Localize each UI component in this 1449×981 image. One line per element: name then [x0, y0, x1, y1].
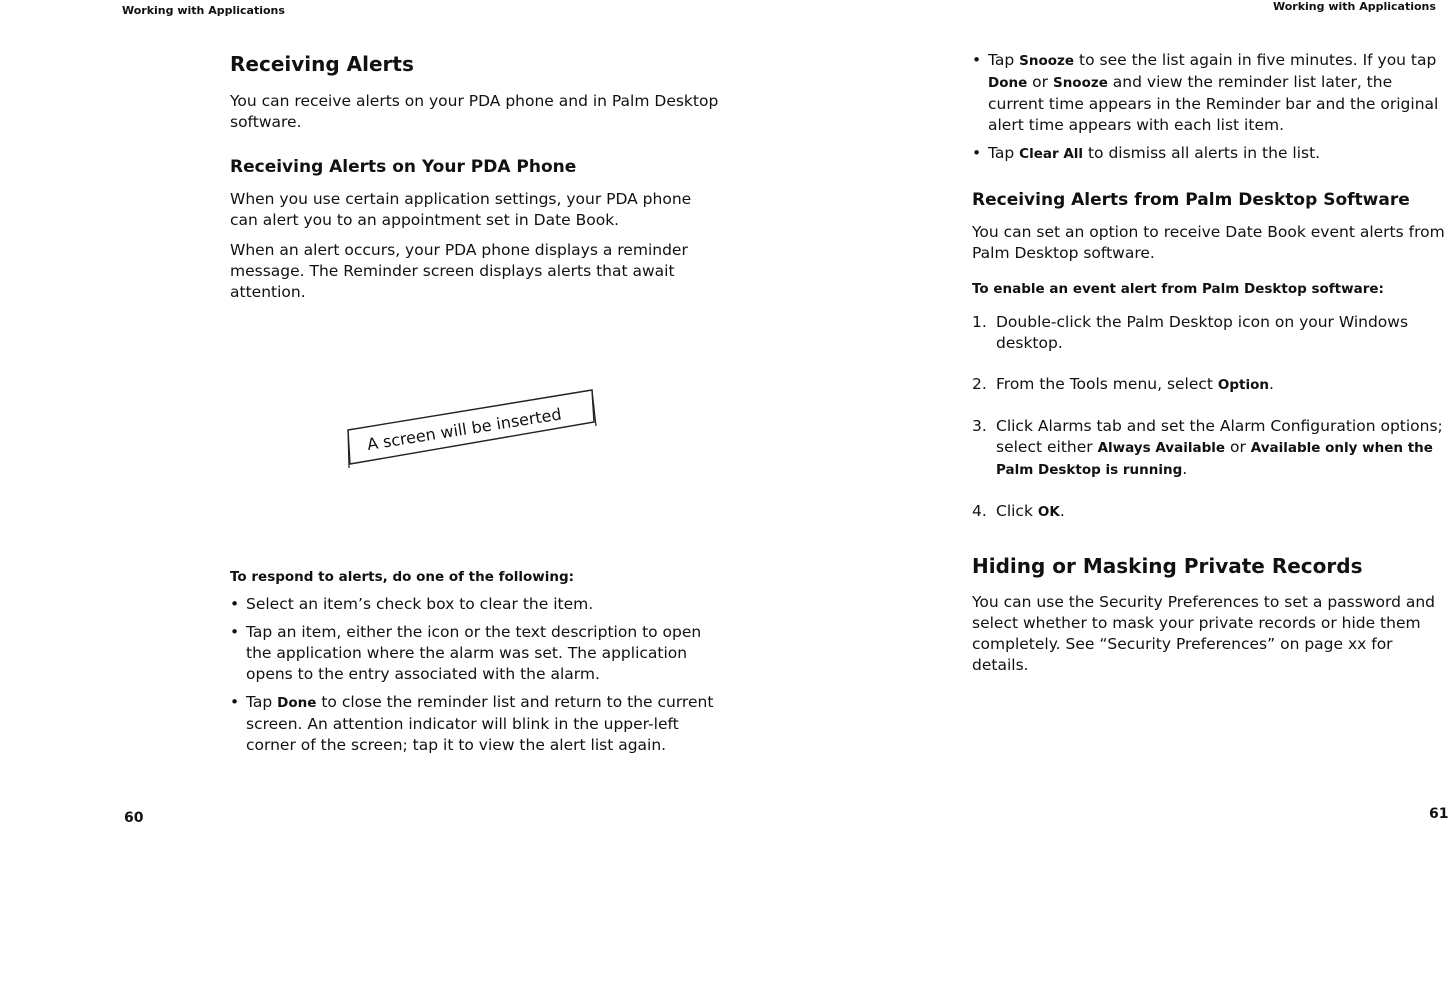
list-item: • Tap Done to close the reminder list and return to the current screen. An attention indicator will blink in the upper-left corner of the screen; tap it to view the alert list again.	[230, 692, 720, 756]
right-page-content	[972, 50, 1446, 676]
screen-placeholder-text: A screen will be inserted	[365, 404, 563, 454]
procedure-heading-respond: To respond to alerts, do one of the following:	[230, 569, 575, 585]
paragraph-app-settings: When you use certain application settings, your PDA phone can alert you to an appointment set in Date Book.	[230, 190, 692, 229]
list-item: • Select an item’s check box to clear the item.	[230, 594, 720, 615]
subsection-title-palm-desktop: Receiving Alerts from Palm Desktop Software	[972, 190, 1410, 210]
running-head-right: Working with Applications	[1273, 0, 1436, 13]
snooze-bullet-list	[972, 50, 1446, 165]
intro-paragraph: You can receive alerts on your PDA phone and in Palm Desktop software.	[230, 92, 719, 131]
list-item: 2. From the Tools menu, select Option.	[972, 375, 1274, 393]
section-title-receiving-alerts: Receiving Alerts	[230, 52, 414, 76]
list-item: • Tap an item, either the icon or the text description to open the application where the alarm was set. The application opens to the entry associated with the alarm.	[230, 622, 720, 685]
page-number-left: 60	[124, 810, 144, 826]
page-number-right: 61	[1429, 806, 1449, 822]
list-item: 1. Double-click the Palm Desktop icon on your Windows desktop.	[972, 313, 1409, 352]
list-item: • Tap Snooze to see the list again in five minutes. If you tap Done or Snooze and view the reminder list later, the current time appears in the Reminder bar and the original alert time appears with each list item.	[972, 50, 1446, 136]
paragraph-desktop-option: You can set an option to receive Date Book event alerts from Palm Desktop software.	[972, 223, 1445, 262]
paragraph-alert-occurs: When an alert occurs, your PDA phone displays a reminder message. The Reminder screen displays alerts that await attention.	[230, 241, 688, 301]
enable-steps-list	[972, 312, 1446, 523]
left-page-content	[230, 52, 720, 303]
screen-placeholder	[346, 388, 600, 470]
list-item: 3. Click Alarms tab and set the Alarm Configuration options; select either Always Available or Available only when the Palm Desktop is running.	[972, 417, 1443, 478]
respond-bullet-list	[230, 594, 720, 756]
section-title-private-records: Hiding or Masking Private Records	[972, 554, 1363, 578]
running-head-left: Working with Applications	[122, 4, 285, 17]
list-item: 4. Click OK.	[972, 502, 1065, 520]
left-page-procedure	[230, 567, 720, 756]
procedure-heading-enable: To enable an event alert from Palm Desktop software:	[972, 281, 1384, 297]
subsection-title-pda-phone: Receiving Alerts on Your PDA Phone	[230, 157, 577, 177]
screen-placeholder-frame	[346, 388, 600, 470]
list-item: • Tap Clear All to dismiss all alerts in the list.	[972, 143, 1446, 165]
paragraph-security-preferences: You can use the Security Preferences to set a password and select whether to mask your private records or hide them completely. See “Security Preferences” on page xx for details.	[972, 593, 1436, 674]
